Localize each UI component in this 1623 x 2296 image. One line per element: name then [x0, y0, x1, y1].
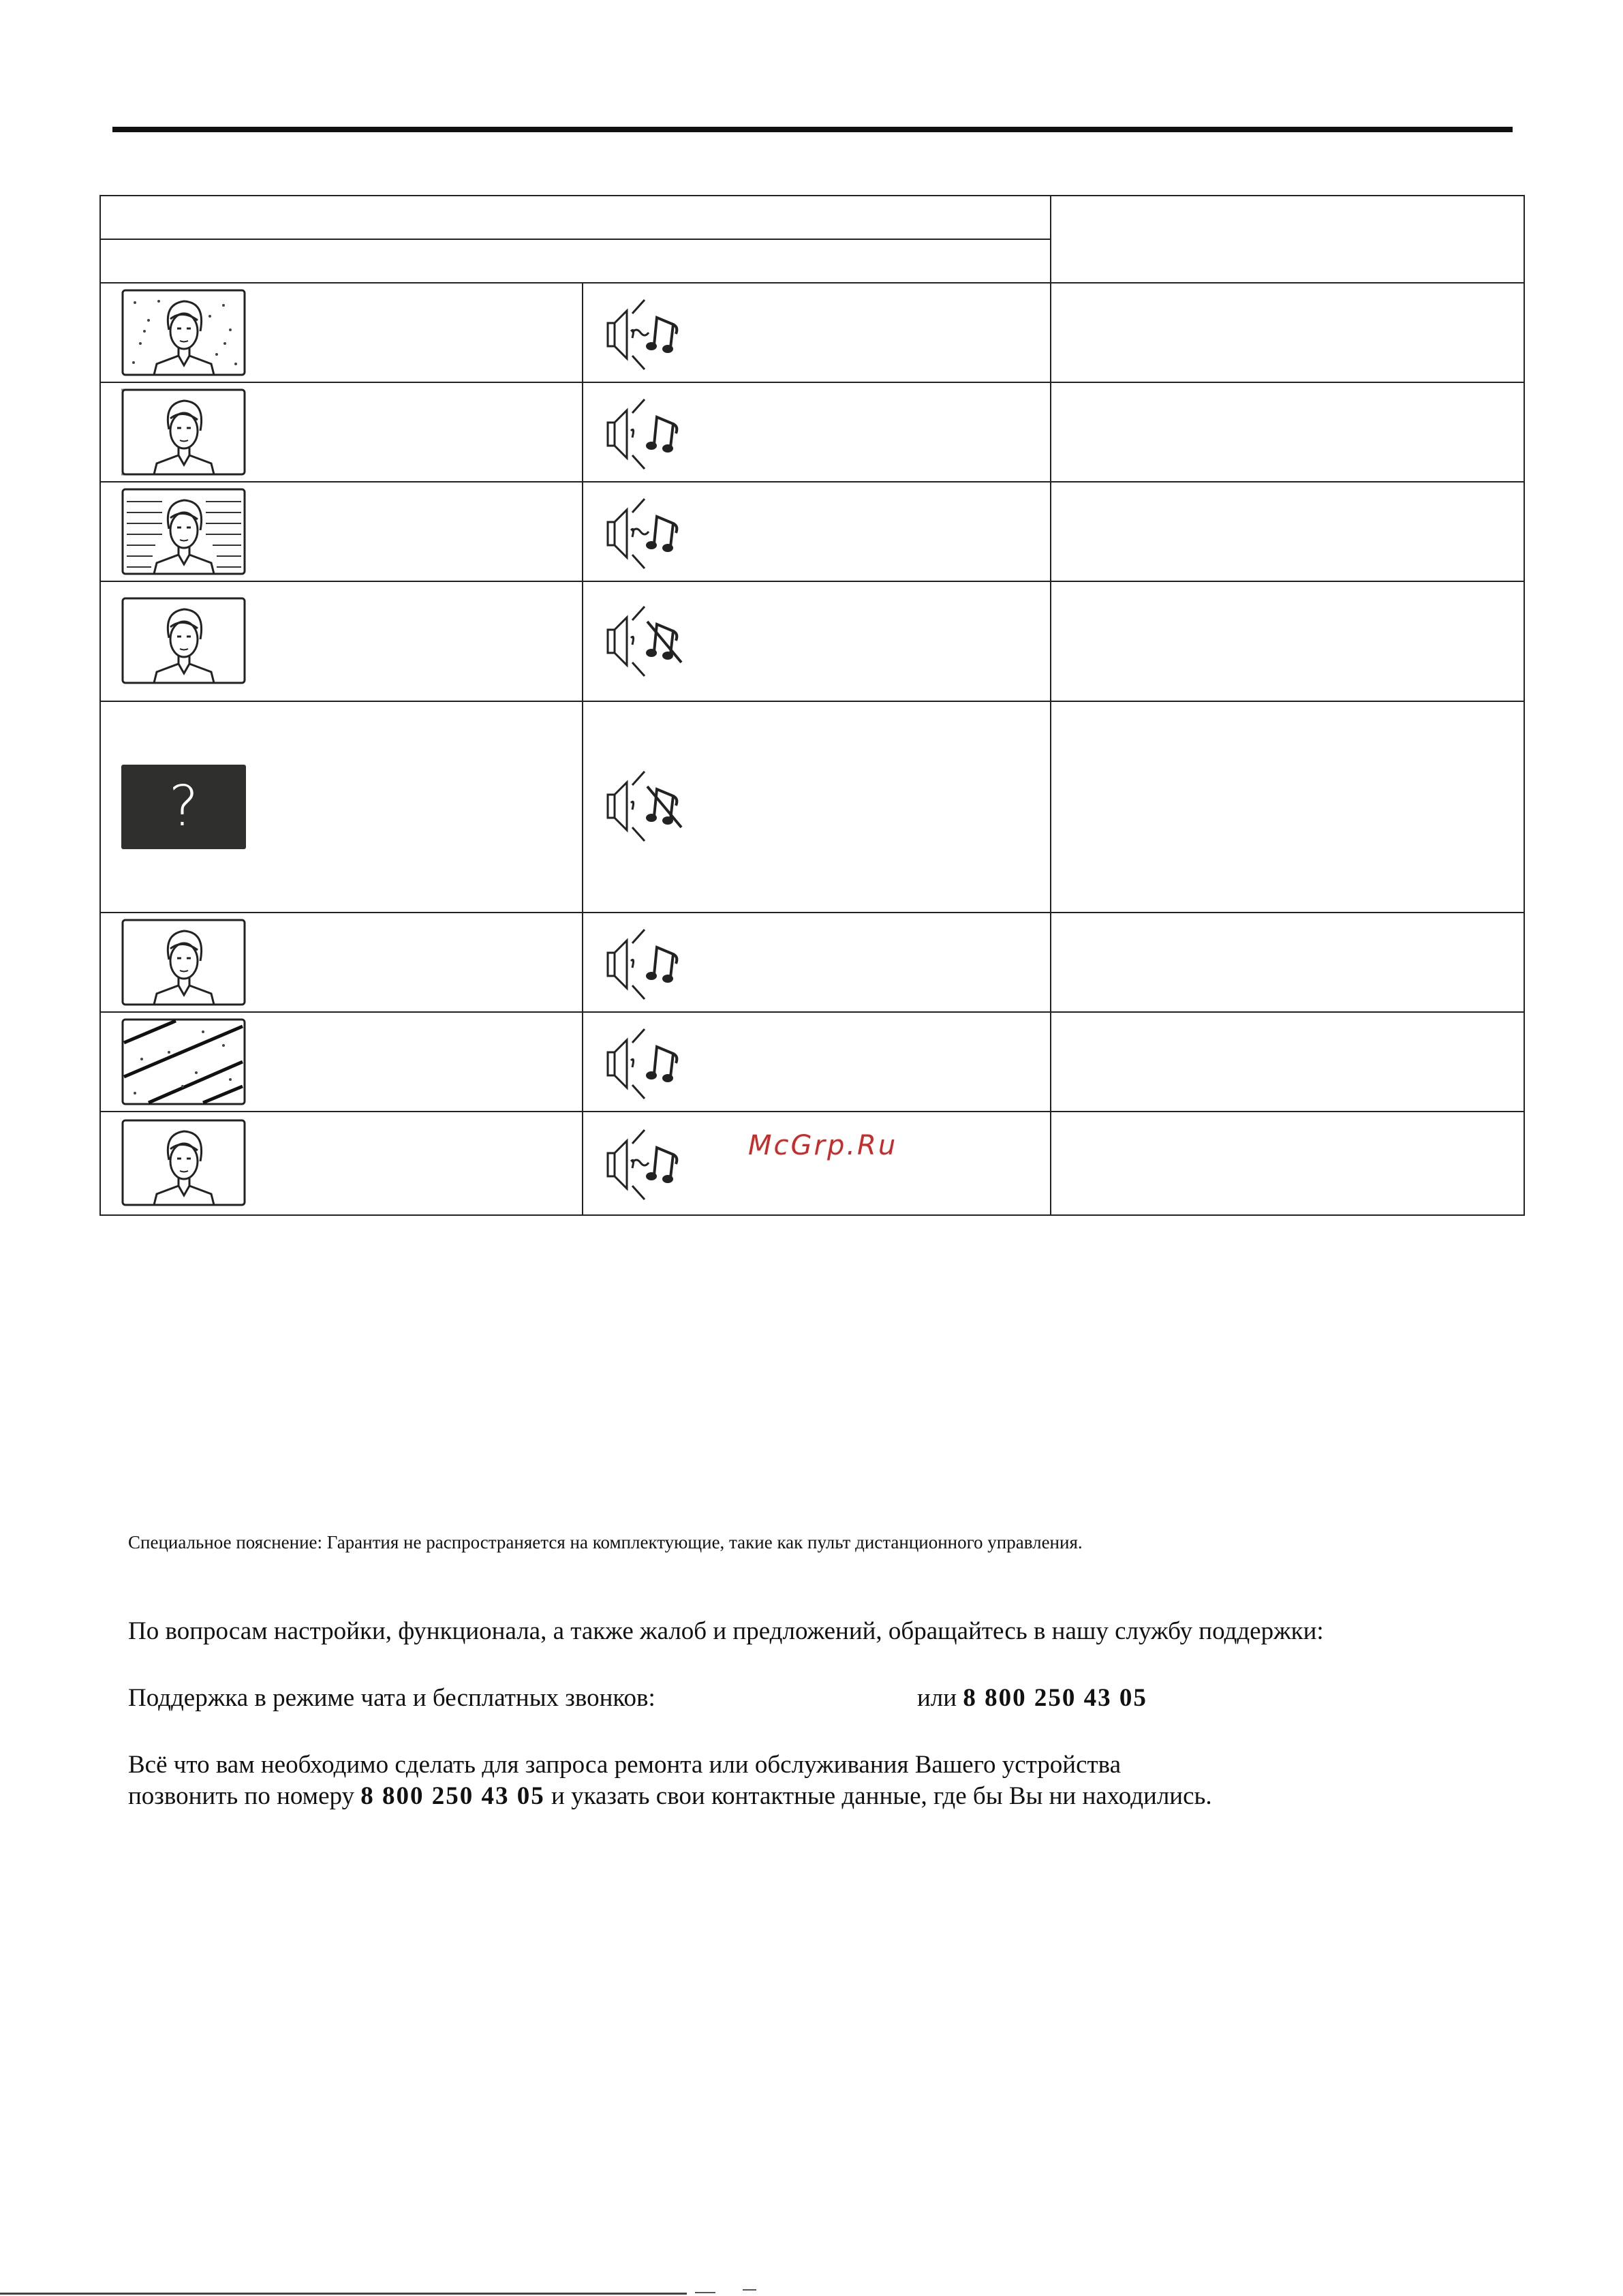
stripe-interference-picture-icon	[121, 1018, 246, 1105]
table-row-4-remedy	[1050, 581, 1525, 702]
table-row-2-sound	[582, 382, 1051, 483]
table-row-4-sound	[582, 581, 1051, 702]
table-row-3-remedy	[1050, 481, 1525, 582]
normal-picture-icon	[121, 597, 246, 684]
normal-picture-icon	[121, 1119, 246, 1206]
table-header-main	[99, 195, 1051, 240]
table-row-5-remedy	[1050, 701, 1525, 913]
no-sound-icon	[602, 762, 698, 849]
bottom-rule	[0, 2293, 687, 2295]
table-row-3-sound	[582, 481, 1051, 582]
table-row-5-picture	[99, 701, 583, 913]
table-row-2-picture	[99, 382, 583, 483]
table-row-1-sound	[582, 282, 1051, 383]
normal-sound-icon	[602, 920, 698, 1007]
line-interference-picture-icon	[121, 488, 246, 575]
table-row-4-picture	[99, 581, 583, 702]
no-picture-icon	[121, 765, 246, 849]
support-intro: По вопросам настройки, функционала, а также жалоб и предложений, обращайтесь в нашу службу поддержки:	[128, 1617, 1324, 1645]
support-or: или	[917, 1684, 957, 1712]
ghost-picture-icon	[121, 388, 246, 476]
noisy-sound-icon	[602, 290, 698, 378]
normal-sound-icon	[602, 390, 698, 477]
repair-line-1: Всё что вам необходимо сделать для запроса ремонта или обслуживания Вашего устройства	[128, 1751, 1122, 1779]
normal-picture-icon	[121, 919, 246, 1006]
repair-line-2	[128, 1781, 1212, 1811]
normal-sound-icon	[602, 1020, 698, 1107]
table-row-7-picture	[99, 1011, 583, 1112]
noisy-sound-icon	[602, 1120, 698, 1208]
no-sound-icon	[602, 597, 698, 684]
table-row-6-remedy	[1050, 912, 1525, 1013]
page-footer-mark	[695, 2287, 763, 2294]
snowy-picture-icon	[121, 289, 246, 376]
table-row-6-sound	[582, 912, 1051, 1013]
troubleshooting-table	[99, 195, 1525, 1216]
question-mark: ?	[168, 774, 199, 839]
top-rule	[112, 127, 1513, 132]
table-row-2-remedy	[1050, 382, 1525, 483]
repair-suffix: и указать свои контактные данные, где бы Вы ни находились.	[551, 1782, 1212, 1810]
table-row-8-sound	[582, 1111, 1051, 1216]
table-row-1-remedy	[1050, 282, 1525, 383]
table-header-right	[1050, 195, 1525, 284]
table-row-1-picture	[99, 282, 583, 383]
table-row-6-picture	[99, 912, 583, 1013]
table-row-7-remedy	[1050, 1011, 1525, 1112]
table-row-5-sound	[582, 701, 1051, 913]
repair-phone-number[interactable]: 8 800 250 43 05	[360, 1782, 545, 1810]
repair-prefix: позвонить по номеру	[128, 1782, 355, 1810]
support-phone	[917, 1683, 1147, 1713]
table-row-8-remedy	[1050, 1111, 1525, 1216]
table-row-7-sound	[582, 1011, 1051, 1112]
table-row-3-picture	[99, 481, 583, 582]
special-note: Специальное пояснение: Гарантия не распространяется на комплектующие, такие как пульт дистанционного управления.	[128, 1532, 1083, 1552]
phone-number[interactable]: 8 800 250 43 05	[963, 1684, 1147, 1712]
table-row-8-picture	[99, 1111, 583, 1216]
support-chat-label: Поддержка в режиме чата и бесплатных звонков:	[128, 1684, 655, 1712]
table-header-sub	[99, 239, 1051, 284]
noisy-sound-icon	[602, 489, 698, 577]
watermark: McGrp.Ru	[748, 1130, 898, 1161]
